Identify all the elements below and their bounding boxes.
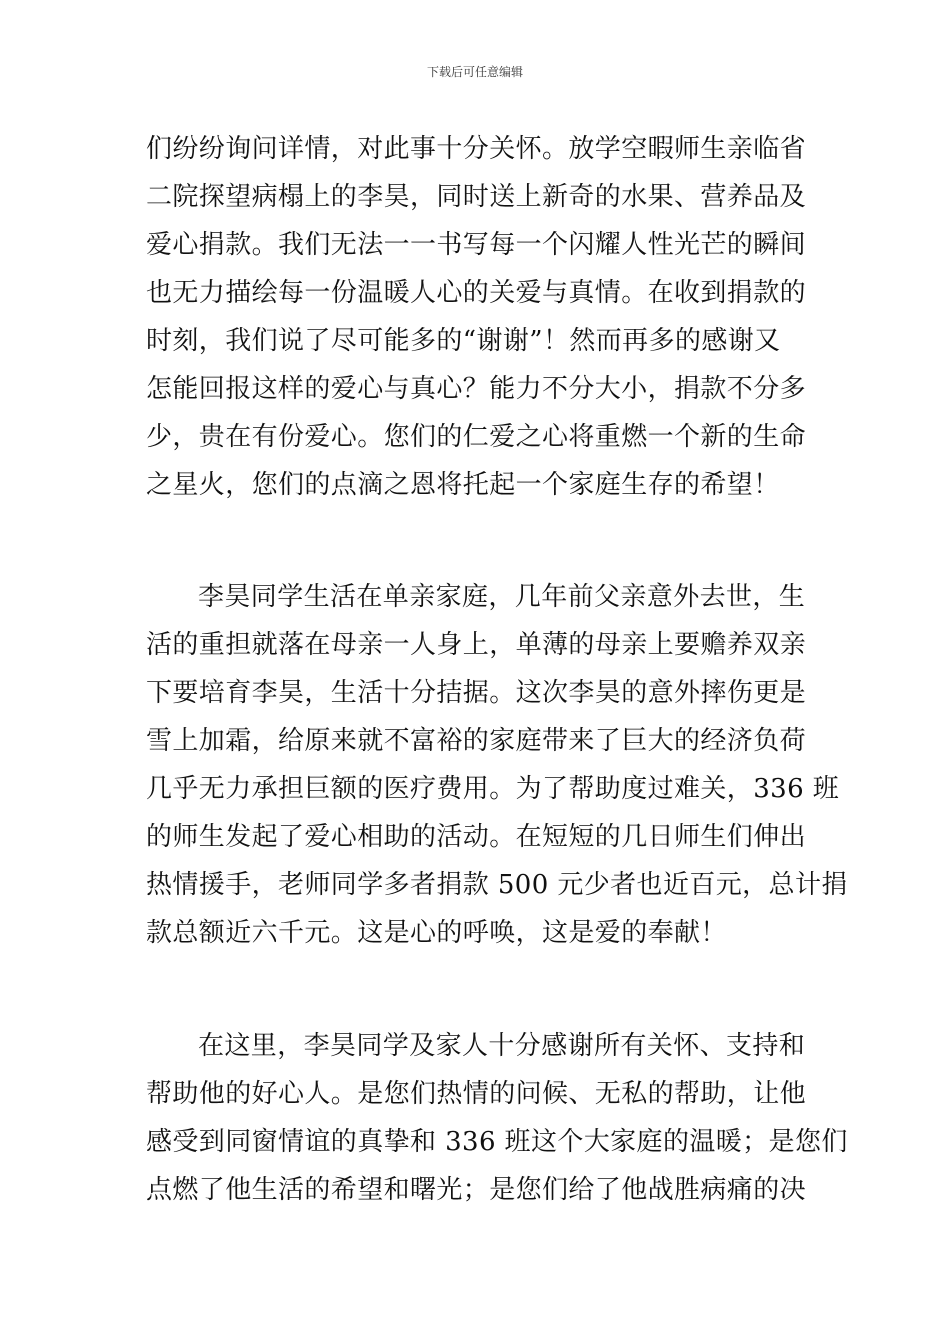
paragraph-line: 们纷纷询问详情，对此事十分关怀。放学空暇师生亲临省 [146, 134, 807, 164]
paragraph-line: 帮助他的好心人。是您们热情的问候、无私的帮助，让他 [146, 1079, 807, 1109]
page-header: 下载后可任意编辑 [426, 65, 523, 79]
paragraph-line: 二院探望病榻上的李昊，同时送上新奇的水果、营养品及 [146, 182, 807, 212]
paragraph-3 [146, 1022, 848, 1214]
paragraph-line: 之星火，您们的点滴之恩将托起一个家庭生存的希望！ [146, 470, 780, 500]
paragraph-2 [146, 573, 848, 957]
paragraph-line: 点燃了他生活的希望和曙光；是您们给了他战胜病痛的决 [146, 1175, 807, 1205]
paragraph-line: 爱心捐款。我们无法一一书写每一个闪耀人性光芒的瞬间 [146, 230, 807, 260]
paragraph-line: 下要培育李昊，生活十分拮据。这次李昊的意外摔伤更是 [146, 678, 807, 708]
paragraph-line: 少，贵在有份爱心。您们的仁爱之心将重燃一个新的生命 [146, 422, 807, 452]
paragraph-1 [146, 125, 806, 509]
paragraph-line: 也无力描绘每一份温暖人心的关爱与真情。在收到捐款的 [146, 278, 807, 308]
paragraph-line: 款总额近六千元。这是心的呼唤，这是爱的奉献！ [146, 918, 727, 948]
paragraph-line: 的师生发起了爱心相助的活动。在短短的几日师生们伸出 [146, 822, 807, 852]
paragraph-first-line: 在这里，李昊同学及家人十分感谢所有关怀、支持和 [198, 1031, 806, 1061]
paragraph-line: 感受到同窗情谊的真挚和 336 班这个大家庭的温暖；是您们 [146, 1127, 848, 1157]
paragraph-first-line: 李昊同学生活在单亲家庭，几年前父亲意外去世，生 [198, 582, 806, 612]
paragraph-line: 怎能回报这样的爱心与真心？能力不分大小，捐款不分多 [146, 374, 807, 404]
paragraph-line: 热情援手，老师同学多者捐款 500 元少者也近百元，总计捐 [146, 870, 848, 900]
paragraph-line: 时刻，我们说了尽可能多的“谢谢”！然而再多的感谢又 [146, 326, 781, 356]
paragraph-line: 几乎无力承担巨额的医疗费用。为了帮助度过难关，336 班 [146, 774, 840, 804]
paragraph-line: 活的重担就落在母亲一人身上，单薄的母亲上要赡养双亲 [146, 630, 807, 660]
paragraph-line: 雪上加霜，给原来就不富裕的家庭带来了巨大的经济负荷 [146, 726, 807, 756]
